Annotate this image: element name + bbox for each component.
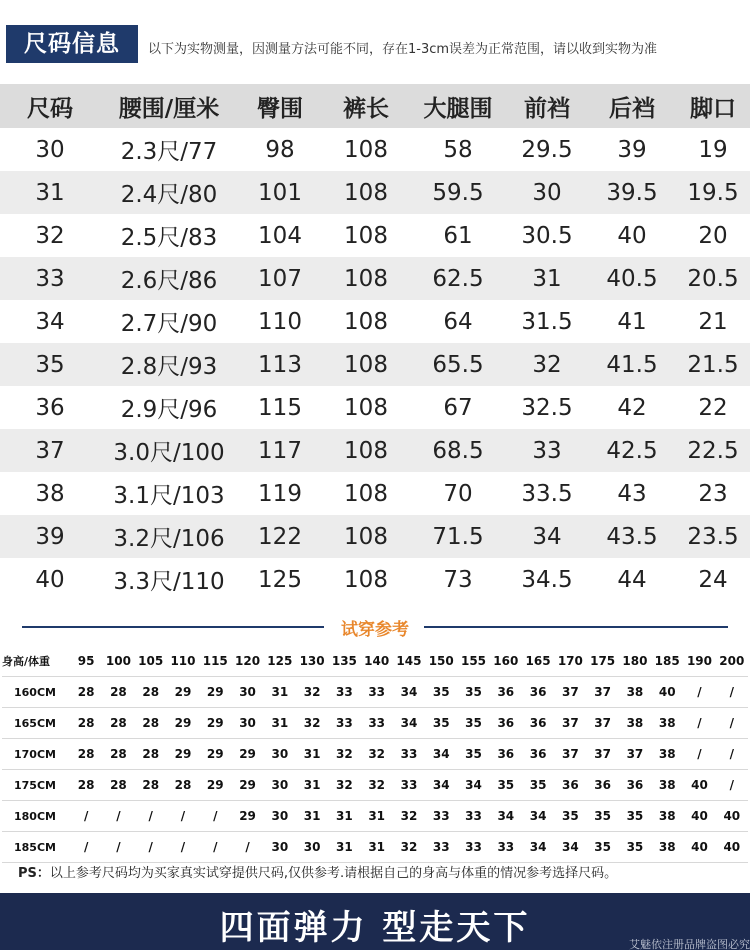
- table-row: [0, 472, 750, 515]
- table-cell: 34.5: [521, 566, 573, 593]
- table-cell: 31.5: [521, 308, 573, 335]
- table-cell: /: [716, 770, 748, 801]
- table-cell: /: [231, 832, 263, 863]
- table-cell: /: [102, 801, 134, 832]
- weight-header: 185: [651, 646, 683, 677]
- table-cell: 36: [490, 677, 522, 708]
- table-cell: 38: [651, 801, 683, 832]
- column-header: 大腿围: [410, 84, 506, 128]
- table-cell: 3.3尺/110: [113, 569, 225, 595]
- table-cell: /: [683, 739, 715, 770]
- table-cell: 33: [361, 677, 393, 708]
- table-cell: /: [167, 801, 199, 832]
- table-cell: 31: [328, 832, 360, 863]
- table-cell: 28: [135, 677, 167, 708]
- weight-header: 100: [102, 646, 134, 677]
- table-cell: 37: [554, 677, 586, 708]
- table-cell: 21.5: [676, 343, 750, 386]
- table-cell: 65.5: [410, 343, 506, 386]
- table-cell: 104: [258, 222, 302, 249]
- table-cell: 33: [425, 832, 457, 863]
- table-cell: 33: [457, 832, 489, 863]
- fit-reference-table: [2, 646, 748, 863]
- table-cell: 30.5: [521, 222, 573, 249]
- column-header: 后裆: [588, 84, 676, 128]
- corner-label: 身高/体重: [2, 646, 70, 677]
- table-row: [0, 515, 750, 558]
- table-cell: 32: [296, 677, 328, 708]
- weight-header: 105: [135, 646, 167, 677]
- column-header: 臀围: [238, 84, 322, 128]
- table-cell: 64: [443, 308, 473, 335]
- table-cell: /: [199, 832, 231, 863]
- table-cell: 68.5: [410, 429, 506, 472]
- table-cell: 107: [238, 257, 322, 300]
- table-cell: 3.2尺/106: [100, 515, 238, 558]
- table-cell: 32: [35, 222, 65, 249]
- table-cell: 34: [425, 770, 457, 801]
- table-cell: 40: [683, 801, 715, 832]
- weight-header: 130: [296, 646, 328, 677]
- ps-text: 以上参考尺码均为买家真实试穿提供尺码,仅供参考.请根据自己的身高与体重的情况参考选择尺码。: [49, 866, 618, 881]
- table-cell: 2.7尺/90: [120, 311, 218, 337]
- table-cell: 38: [35, 480, 65, 507]
- weight-header: 150: [425, 646, 457, 677]
- table-cell: 35: [425, 677, 457, 708]
- table-cell: 108: [322, 343, 410, 386]
- table-cell: 32: [361, 770, 393, 801]
- table-cell: 28: [102, 708, 134, 739]
- table-cell: 67: [443, 394, 473, 421]
- weight-header: 145: [393, 646, 425, 677]
- table-cell: 31: [296, 739, 328, 770]
- table-cell: 108: [322, 429, 410, 472]
- table-cell: 28: [135, 708, 167, 739]
- table-row: [2, 708, 748, 739]
- table-cell: 36: [490, 708, 522, 739]
- table-row: [0, 128, 750, 171]
- weight-header: 200: [716, 646, 748, 677]
- table-cell: 119: [258, 480, 302, 507]
- table-cell: 32: [361, 739, 393, 770]
- table-cell: 31: [361, 801, 393, 832]
- table-cell: 29: [199, 739, 231, 770]
- table-cell: /: [102, 832, 134, 863]
- table-cell: 59.5: [410, 171, 506, 214]
- table-cell: /: [167, 832, 199, 863]
- table-row: [2, 739, 748, 770]
- table-cell: 35: [457, 739, 489, 770]
- table-row: [0, 343, 750, 386]
- weight-header: 180: [619, 646, 651, 677]
- table-cell: 29: [167, 677, 199, 708]
- table-cell: 37: [587, 739, 619, 770]
- divider-line-right: [424, 626, 728, 628]
- table-cell: 40: [651, 677, 683, 708]
- header: [0, 0, 750, 84]
- table-cell: 29: [199, 677, 231, 708]
- table-cell: 35: [425, 708, 457, 739]
- height-label: 180CM: [2, 801, 70, 832]
- fit-reference-header-row: [2, 646, 748, 677]
- table-cell: 31: [264, 677, 296, 708]
- table-cell: 20: [698, 222, 728, 249]
- table-cell: 73: [443, 566, 473, 593]
- table-row: [0, 171, 750, 214]
- table-cell: 38: [619, 677, 651, 708]
- table-row: [0, 386, 750, 429]
- table-cell: 42.5: [588, 429, 676, 472]
- table-cell: 28: [70, 708, 102, 739]
- table-row: [2, 677, 748, 708]
- table-cell: 28: [135, 770, 167, 801]
- table-cell: 34: [393, 708, 425, 739]
- table-cell: 37: [0, 429, 100, 472]
- table-cell: 117: [238, 429, 322, 472]
- table-cell: 40: [35, 566, 65, 593]
- table-cell: 28: [70, 677, 102, 708]
- weight-header: 175: [587, 646, 619, 677]
- table-cell: 98: [265, 136, 295, 163]
- table-cell: 2.5尺/83: [120, 225, 218, 251]
- table-cell: 38: [651, 832, 683, 863]
- height-label: 160CM: [2, 677, 70, 708]
- table-cell: 41: [617, 308, 647, 335]
- table-cell: 113: [238, 343, 322, 386]
- table-cell: 35: [587, 832, 619, 863]
- table-cell: /: [683, 677, 715, 708]
- table-cell: 108: [344, 394, 388, 421]
- fit-reference-title: 试穿参考: [341, 620, 409, 640]
- table-cell: 36: [522, 708, 554, 739]
- table-cell: 33: [393, 770, 425, 801]
- table-cell: 101: [238, 171, 322, 214]
- table-cell: 30: [264, 801, 296, 832]
- table-cell: 32: [393, 801, 425, 832]
- table-cell: 37: [554, 739, 586, 770]
- table-cell: 30: [296, 832, 328, 863]
- watermark: 艾魅依注册品牌盗图必究: [629, 938, 750, 951]
- table-cell: 31: [361, 832, 393, 863]
- weight-header: 125: [264, 646, 296, 677]
- table-cell: 122: [238, 515, 322, 558]
- table-cell: 39: [617, 136, 647, 163]
- table-cell: 37: [587, 677, 619, 708]
- table-cell: 2.3尺/77: [120, 139, 218, 165]
- table-cell: 39.5: [588, 171, 676, 214]
- table-cell: 36: [619, 770, 651, 801]
- table-cell: 108: [344, 566, 388, 593]
- column-header: 裤长: [322, 84, 410, 128]
- table-cell: 36: [490, 739, 522, 770]
- table-cell: 108: [344, 222, 388, 249]
- table-cell: 70: [443, 480, 473, 507]
- table-cell: 43.5: [588, 515, 676, 558]
- table-cell: 30: [506, 171, 588, 214]
- table-cell: 44: [617, 566, 647, 593]
- table-cell: 28: [102, 677, 134, 708]
- table-cell: 28: [70, 739, 102, 770]
- table-cell: 31: [296, 770, 328, 801]
- table-cell: 29: [167, 739, 199, 770]
- table-cell: /: [135, 801, 167, 832]
- table-cell: 110: [258, 308, 302, 335]
- table-cell: 32: [506, 343, 588, 386]
- table-cell: 35: [457, 708, 489, 739]
- ps-label: PS：: [18, 866, 50, 881]
- table-cell: /: [716, 708, 748, 739]
- table-cell: 42: [617, 394, 647, 421]
- table-row: [2, 801, 748, 832]
- table-cell: 30: [264, 739, 296, 770]
- section-title: 尺码信息: [6, 25, 138, 63]
- table-cell: 23: [698, 480, 728, 507]
- table-cell: 40: [683, 832, 715, 863]
- table-cell: 36: [522, 739, 554, 770]
- table-cell: 30: [264, 770, 296, 801]
- table-row: [0, 429, 750, 472]
- table-cell: 40.5: [588, 257, 676, 300]
- column-header: 腰围/厘米: [100, 84, 238, 128]
- table-cell: 34: [35, 308, 65, 335]
- table-cell: /: [716, 739, 748, 770]
- weight-header: 115: [199, 646, 231, 677]
- table-cell: 61: [443, 222, 473, 249]
- table-cell: 108: [322, 171, 410, 214]
- table-cell: 35: [554, 801, 586, 832]
- table-cell: 29: [199, 708, 231, 739]
- table-cell: 33: [393, 739, 425, 770]
- weight-header: 165: [522, 646, 554, 677]
- table-cell: 2.8尺/93: [100, 343, 238, 386]
- table-cell: 28: [102, 770, 134, 801]
- table-cell: 3.0尺/100: [100, 429, 238, 472]
- table-row: [0, 214, 750, 257]
- table-cell: 58: [443, 136, 473, 163]
- table-cell: 108: [344, 308, 388, 335]
- table-cell: 33.5: [521, 480, 573, 507]
- table-cell: /: [70, 801, 102, 832]
- table-cell: 28: [135, 739, 167, 770]
- table-cell: 28: [167, 770, 199, 801]
- table-cell: 3.1尺/103: [113, 483, 225, 509]
- table-cell: 20.5: [676, 257, 750, 300]
- weight-header: 155: [457, 646, 489, 677]
- weight-header: 95: [70, 646, 102, 677]
- table-cell: 32: [328, 739, 360, 770]
- table-cell: 33: [506, 429, 588, 472]
- height-label: 170CM: [2, 739, 70, 770]
- table-cell: 29: [231, 801, 263, 832]
- table-cell: 34: [506, 515, 588, 558]
- table-cell: 37: [554, 708, 586, 739]
- table-cell: 36: [35, 394, 65, 421]
- table-cell: 33: [328, 677, 360, 708]
- table-cell: 19: [698, 136, 728, 163]
- table-cell: 38: [651, 739, 683, 770]
- height-label: 185CM: [2, 832, 70, 863]
- table-cell: 30: [35, 136, 65, 163]
- column-header: 前裆: [506, 84, 588, 128]
- slogan: 四面弹力 型走天下: [219, 908, 531, 948]
- table-cell: /: [135, 832, 167, 863]
- table-cell: 40: [716, 801, 748, 832]
- table-cell: 23.5: [676, 515, 750, 558]
- size-chart-header-row: [0, 84, 750, 128]
- table-cell: 30: [231, 677, 263, 708]
- measurement-note: 以下为实物测量，因测量方法可能不同，存在1-3cm误差为正常范围，请以收到实物为准: [148, 42, 658, 57]
- table-row: [2, 832, 748, 863]
- table-cell: 35: [457, 677, 489, 708]
- table-cell: 33: [0, 257, 100, 300]
- table-cell: 34: [425, 739, 457, 770]
- table-cell: 2.4尺/80: [100, 171, 238, 214]
- table-cell: 31: [0, 171, 100, 214]
- size-chart-table: [0, 84, 750, 601]
- table-cell: 35: [0, 343, 100, 386]
- table-cell: 29: [231, 770, 263, 801]
- table-cell: 31: [296, 801, 328, 832]
- table-cell: 35: [490, 770, 522, 801]
- table-cell: 32: [328, 770, 360, 801]
- table-cell: 28: [70, 770, 102, 801]
- table-cell: 36: [554, 770, 586, 801]
- table-cell: 71.5: [410, 515, 506, 558]
- table-cell: 28: [102, 739, 134, 770]
- table-cell: 36: [522, 677, 554, 708]
- table-cell: 34: [457, 770, 489, 801]
- table-cell: 37: [619, 739, 651, 770]
- table-row: [0, 558, 750, 601]
- table-cell: 29: [199, 770, 231, 801]
- table-cell: 108: [344, 136, 388, 163]
- table-cell: 40: [716, 832, 748, 863]
- table-cell: /: [70, 832, 102, 863]
- table-cell: 34: [393, 677, 425, 708]
- table-cell: 43: [617, 480, 647, 507]
- table-cell: 34: [522, 801, 554, 832]
- table-cell: 29: [231, 739, 263, 770]
- table-cell: 31: [328, 801, 360, 832]
- table-cell: 34: [554, 832, 586, 863]
- height-label: 165CM: [2, 708, 70, 739]
- table-cell: 2.6尺/86: [100, 257, 238, 300]
- column-header: 尺码: [0, 84, 100, 128]
- table-cell: 34: [490, 801, 522, 832]
- table-cell: 33: [490, 832, 522, 863]
- table-cell: 37: [587, 708, 619, 739]
- table-cell: 2.9尺/96: [120, 397, 218, 423]
- table-cell: 62.5: [410, 257, 506, 300]
- height-label: 175CM: [2, 770, 70, 801]
- table-cell: 108: [322, 515, 410, 558]
- table-cell: 33: [457, 801, 489, 832]
- weight-header: 170: [554, 646, 586, 677]
- table-row: [0, 300, 750, 343]
- table-cell: 38: [651, 708, 683, 739]
- table-cell: 108: [344, 480, 388, 507]
- table-cell: 30: [231, 708, 263, 739]
- table-cell: 32.5: [521, 394, 573, 421]
- table-cell: 38: [619, 708, 651, 739]
- table-cell: 33: [328, 708, 360, 739]
- weight-header: 120: [231, 646, 263, 677]
- table-cell: 35: [522, 770, 554, 801]
- table-cell: 34: [522, 832, 554, 863]
- table-cell: 21: [698, 308, 728, 335]
- table-cell: /: [199, 801, 231, 832]
- table-cell: 24: [698, 566, 728, 593]
- table-cell: 32: [393, 832, 425, 863]
- table-cell: 32: [296, 708, 328, 739]
- table-cell: 40: [617, 222, 647, 249]
- table-cell: 30: [264, 832, 296, 863]
- footer-banner: [0, 893, 750, 950]
- table-cell: 125: [258, 566, 302, 593]
- table-cell: 22: [698, 394, 728, 421]
- ps-note: [18, 862, 617, 881]
- table-cell: 35: [619, 832, 651, 863]
- weight-header: 135: [328, 646, 360, 677]
- table-cell: 35: [619, 801, 651, 832]
- table-cell: 115: [258, 394, 302, 421]
- weight-header: 190: [683, 646, 715, 677]
- column-header: 脚口: [676, 84, 750, 128]
- table-cell: 41.5: [588, 343, 676, 386]
- table-cell: 38: [651, 770, 683, 801]
- table-cell: 108: [322, 257, 410, 300]
- fit-reference-heading: [0, 612, 750, 642]
- table-cell: 33: [425, 801, 457, 832]
- table-cell: /: [716, 677, 748, 708]
- table-cell: 19.5: [676, 171, 750, 214]
- table-cell: 36: [587, 770, 619, 801]
- table-cell: 22.5: [676, 429, 750, 472]
- table-cell: /: [683, 708, 715, 739]
- table-cell: 33: [361, 708, 393, 739]
- table-cell: 40: [683, 770, 715, 801]
- table-row: [0, 257, 750, 300]
- weight-header: 140: [361, 646, 393, 677]
- table-cell: 35: [587, 801, 619, 832]
- table-row: [2, 770, 748, 801]
- table-cell: 29: [167, 708, 199, 739]
- table-cell: 39: [0, 515, 100, 558]
- table-cell: 31: [506, 257, 588, 300]
- weight-header: 110: [167, 646, 199, 677]
- table-cell: 31: [264, 708, 296, 739]
- table-cell: 29.5: [521, 136, 573, 163]
- weight-header: 160: [490, 646, 522, 677]
